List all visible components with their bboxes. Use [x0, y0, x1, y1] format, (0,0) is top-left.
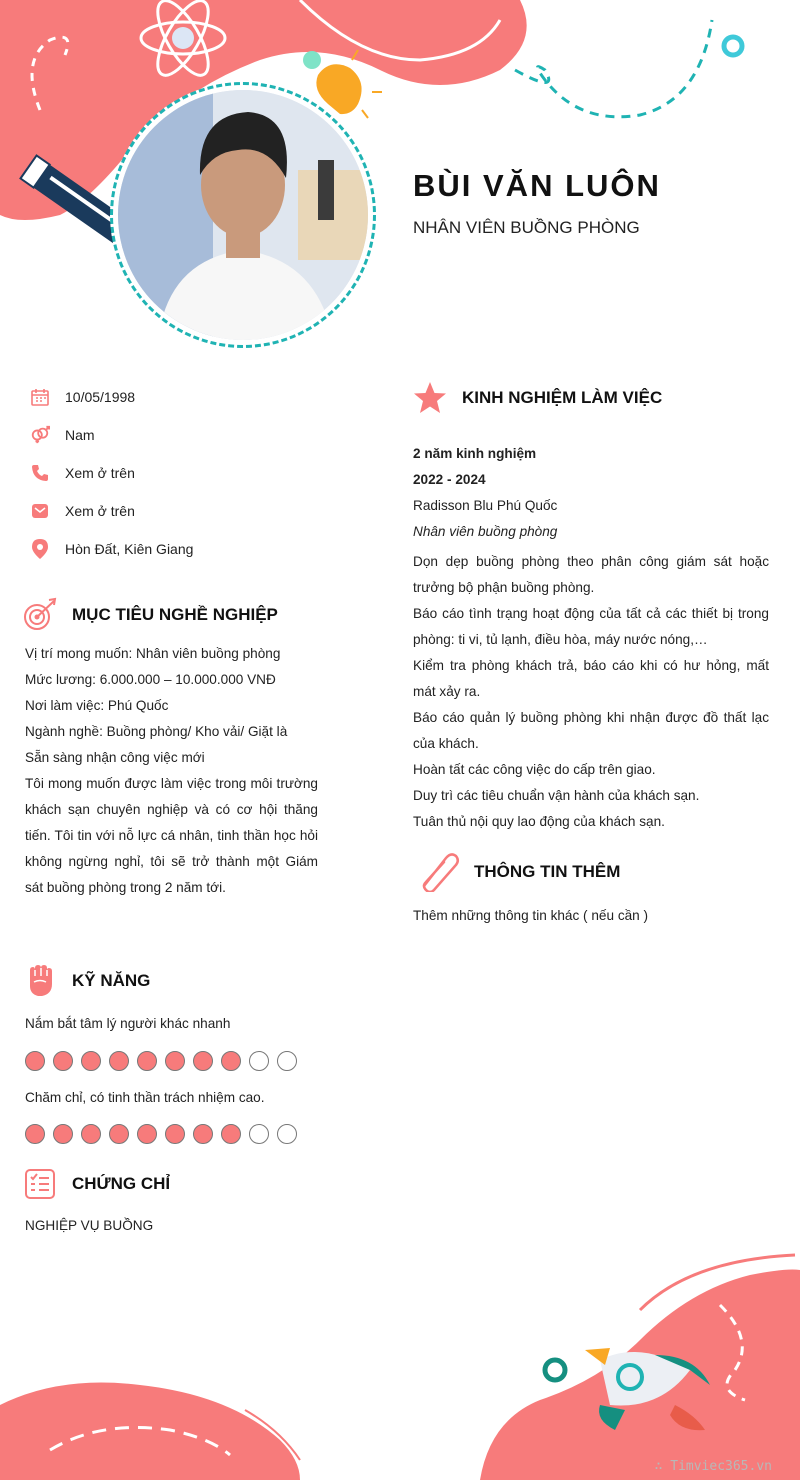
contact-birthdate	[30, 385, 360, 409]
rating-dot-filled	[109, 1051, 129, 1071]
objective-line: Sẵn sàng nhận công việc mới	[25, 750, 205, 765]
experience-duty: Báo cáo tình trạng hoạt động của tất cả các thiết bị trong phòng: ti vi, tủ lạnh, điều hòa, máy nước nóng,…	[413, 606, 769, 647]
rating-dot-empty	[249, 1051, 269, 1071]
target-icon	[22, 597, 58, 633]
fist-icon	[22, 963, 58, 999]
rating-dot-filled	[25, 1124, 45, 1144]
contact-gender	[30, 423, 360, 447]
rating-dot-filled	[221, 1051, 241, 1071]
rating-dot-filled	[137, 1051, 157, 1071]
section-title: KỸ NĂNG	[72, 971, 151, 990]
rating-dot-filled	[193, 1051, 213, 1071]
objective-line: Vị trí mong muốn: Nhân viên buồng phòng	[25, 646, 281, 661]
rating-dot-empty	[277, 1051, 297, 1071]
contact-text: Nam	[65, 427, 95, 443]
location-pin-icon	[30, 539, 50, 559]
contact-text: Hòn Đất, Kiên Giang	[65, 541, 194, 557]
rating-dot-filled	[193, 1124, 213, 1144]
contact-text: Xem ở trên	[65, 465, 135, 481]
rating-dot-filled	[53, 1051, 73, 1071]
email-icon	[30, 501, 50, 521]
objective-section-header	[22, 597, 278, 633]
rating-dot-filled	[165, 1124, 185, 1144]
rating-dot-empty	[277, 1124, 297, 1144]
experience-role: Nhân viên buồng phòng	[413, 524, 558, 539]
star-icon	[412, 380, 448, 416]
section-title: CHỨNG CHỈ	[72, 1174, 171, 1193]
skill-rating	[25, 1124, 297, 1144]
phone-icon	[30, 463, 50, 483]
skill-rating	[25, 1051, 297, 1071]
experience-years: 2 năm kinh nghiệm	[413, 446, 537, 461]
section-title: KINH NGHIỆM LÀM VIỆC	[462, 388, 663, 407]
contact-text: 10/05/1998	[65, 389, 136, 405]
experience-duty: Duy trì các tiêu chuẩn vận hành của khách sạn.	[413, 788, 700, 803]
section-title: MỤC TIÊU NGHỀ NGHIỆP	[72, 605, 278, 624]
contact-phone	[30, 461, 360, 485]
experience-duty: Dọn dẹp buồng phòng theo phân công giám sát hoặc trưởng bộ phận buồng phòng.	[413, 554, 769, 595]
avatar-photo	[118, 90, 368, 340]
candidate-name: BÙI VĂN LUÔN	[413, 168, 661, 203]
rating-dot-filled	[109, 1124, 129, 1144]
contact-address	[30, 537, 360, 561]
objective-line: Mức lương: 6.000.000 – 10.000.000 VNĐ	[25, 672, 276, 687]
checklist-icon	[22, 1166, 58, 1202]
gender-icon	[30, 425, 50, 445]
rating-dot-filled	[137, 1124, 157, 1144]
extra-info-text: Thêm những thông tin khác ( nếu cần )	[413, 908, 649, 923]
experience-section-header	[412, 380, 662, 416]
rating-dot-filled	[25, 1051, 45, 1071]
watermark: ∴ Timviec365.vn	[654, 1459, 772, 1474]
experience-duty: Kiểm tra phòng khách trả, báo cáo khi có hư hỏng, mất mát xảy ra.	[413, 658, 769, 699]
skill-name: Nắm bắt tâm lý người khác nhanh	[25, 1016, 231, 1031]
rating-dot-empty	[249, 1124, 269, 1144]
experience-duty: Tuân thủ nội quy lao động của khách sạn.	[413, 814, 665, 829]
certificates-section-header	[22, 1166, 170, 1202]
section-title: THÔNG TIN THÊM	[474, 862, 621, 881]
calendar-icon	[30, 387, 50, 407]
certificate-item: NGHIỆP VỤ BUỒNG	[25, 1218, 154, 1233]
experience-duty: Báo cáo quản lý buồng phòng khi nhận được đồ thất lạc của khách.	[413, 710, 769, 751]
rating-dot-filled	[81, 1051, 101, 1071]
objective-body	[25, 641, 318, 901]
objective-line: Ngành nghề: Buồng phòng/ Kho vải/ Giặt là	[25, 724, 288, 739]
candidate-position: NHÂN VIÊN BUỒNG PHÒNG	[413, 218, 640, 237]
rating-dot-filled	[53, 1124, 73, 1144]
rating-dot-filled	[81, 1124, 101, 1144]
extra-info-section-header	[416, 854, 620, 890]
skills-section-header	[22, 963, 150, 999]
objective-paragraph: Tôi mong muốn được làm việc trong môi trường khách sạn chuyên nghiệp và có cơ hội thăng tiến. Tôi tin với nỗ lực cá nhân, tinh thần học hỏi không ngừng nghỉ, tôi sẽ trở thành một Giám sát buồng phòng trong 2 năm tới.	[25, 776, 318, 895]
experience-body	[413, 441, 769, 835]
experience-duty: Hoàn tất các công việc do cấp trên giao.	[413, 762, 656, 777]
contact-email	[30, 499, 360, 523]
skill-name: Chăm chỉ, có tinh thần trách nhiệm cao.	[25, 1090, 265, 1105]
avatar	[118, 90, 368, 340]
rating-dot-filled	[221, 1124, 241, 1144]
rating-dot-filled	[165, 1051, 185, 1071]
experience-company: Radisson Blu Phú Quốc	[413, 498, 558, 513]
experience-period: 2022 - 2024	[413, 472, 486, 487]
objective-line: Nơi làm việc: Phú Quốc	[25, 698, 169, 713]
paperclip-icon	[416, 854, 460, 890]
contact-text: Xem ở trên	[65, 503, 135, 519]
